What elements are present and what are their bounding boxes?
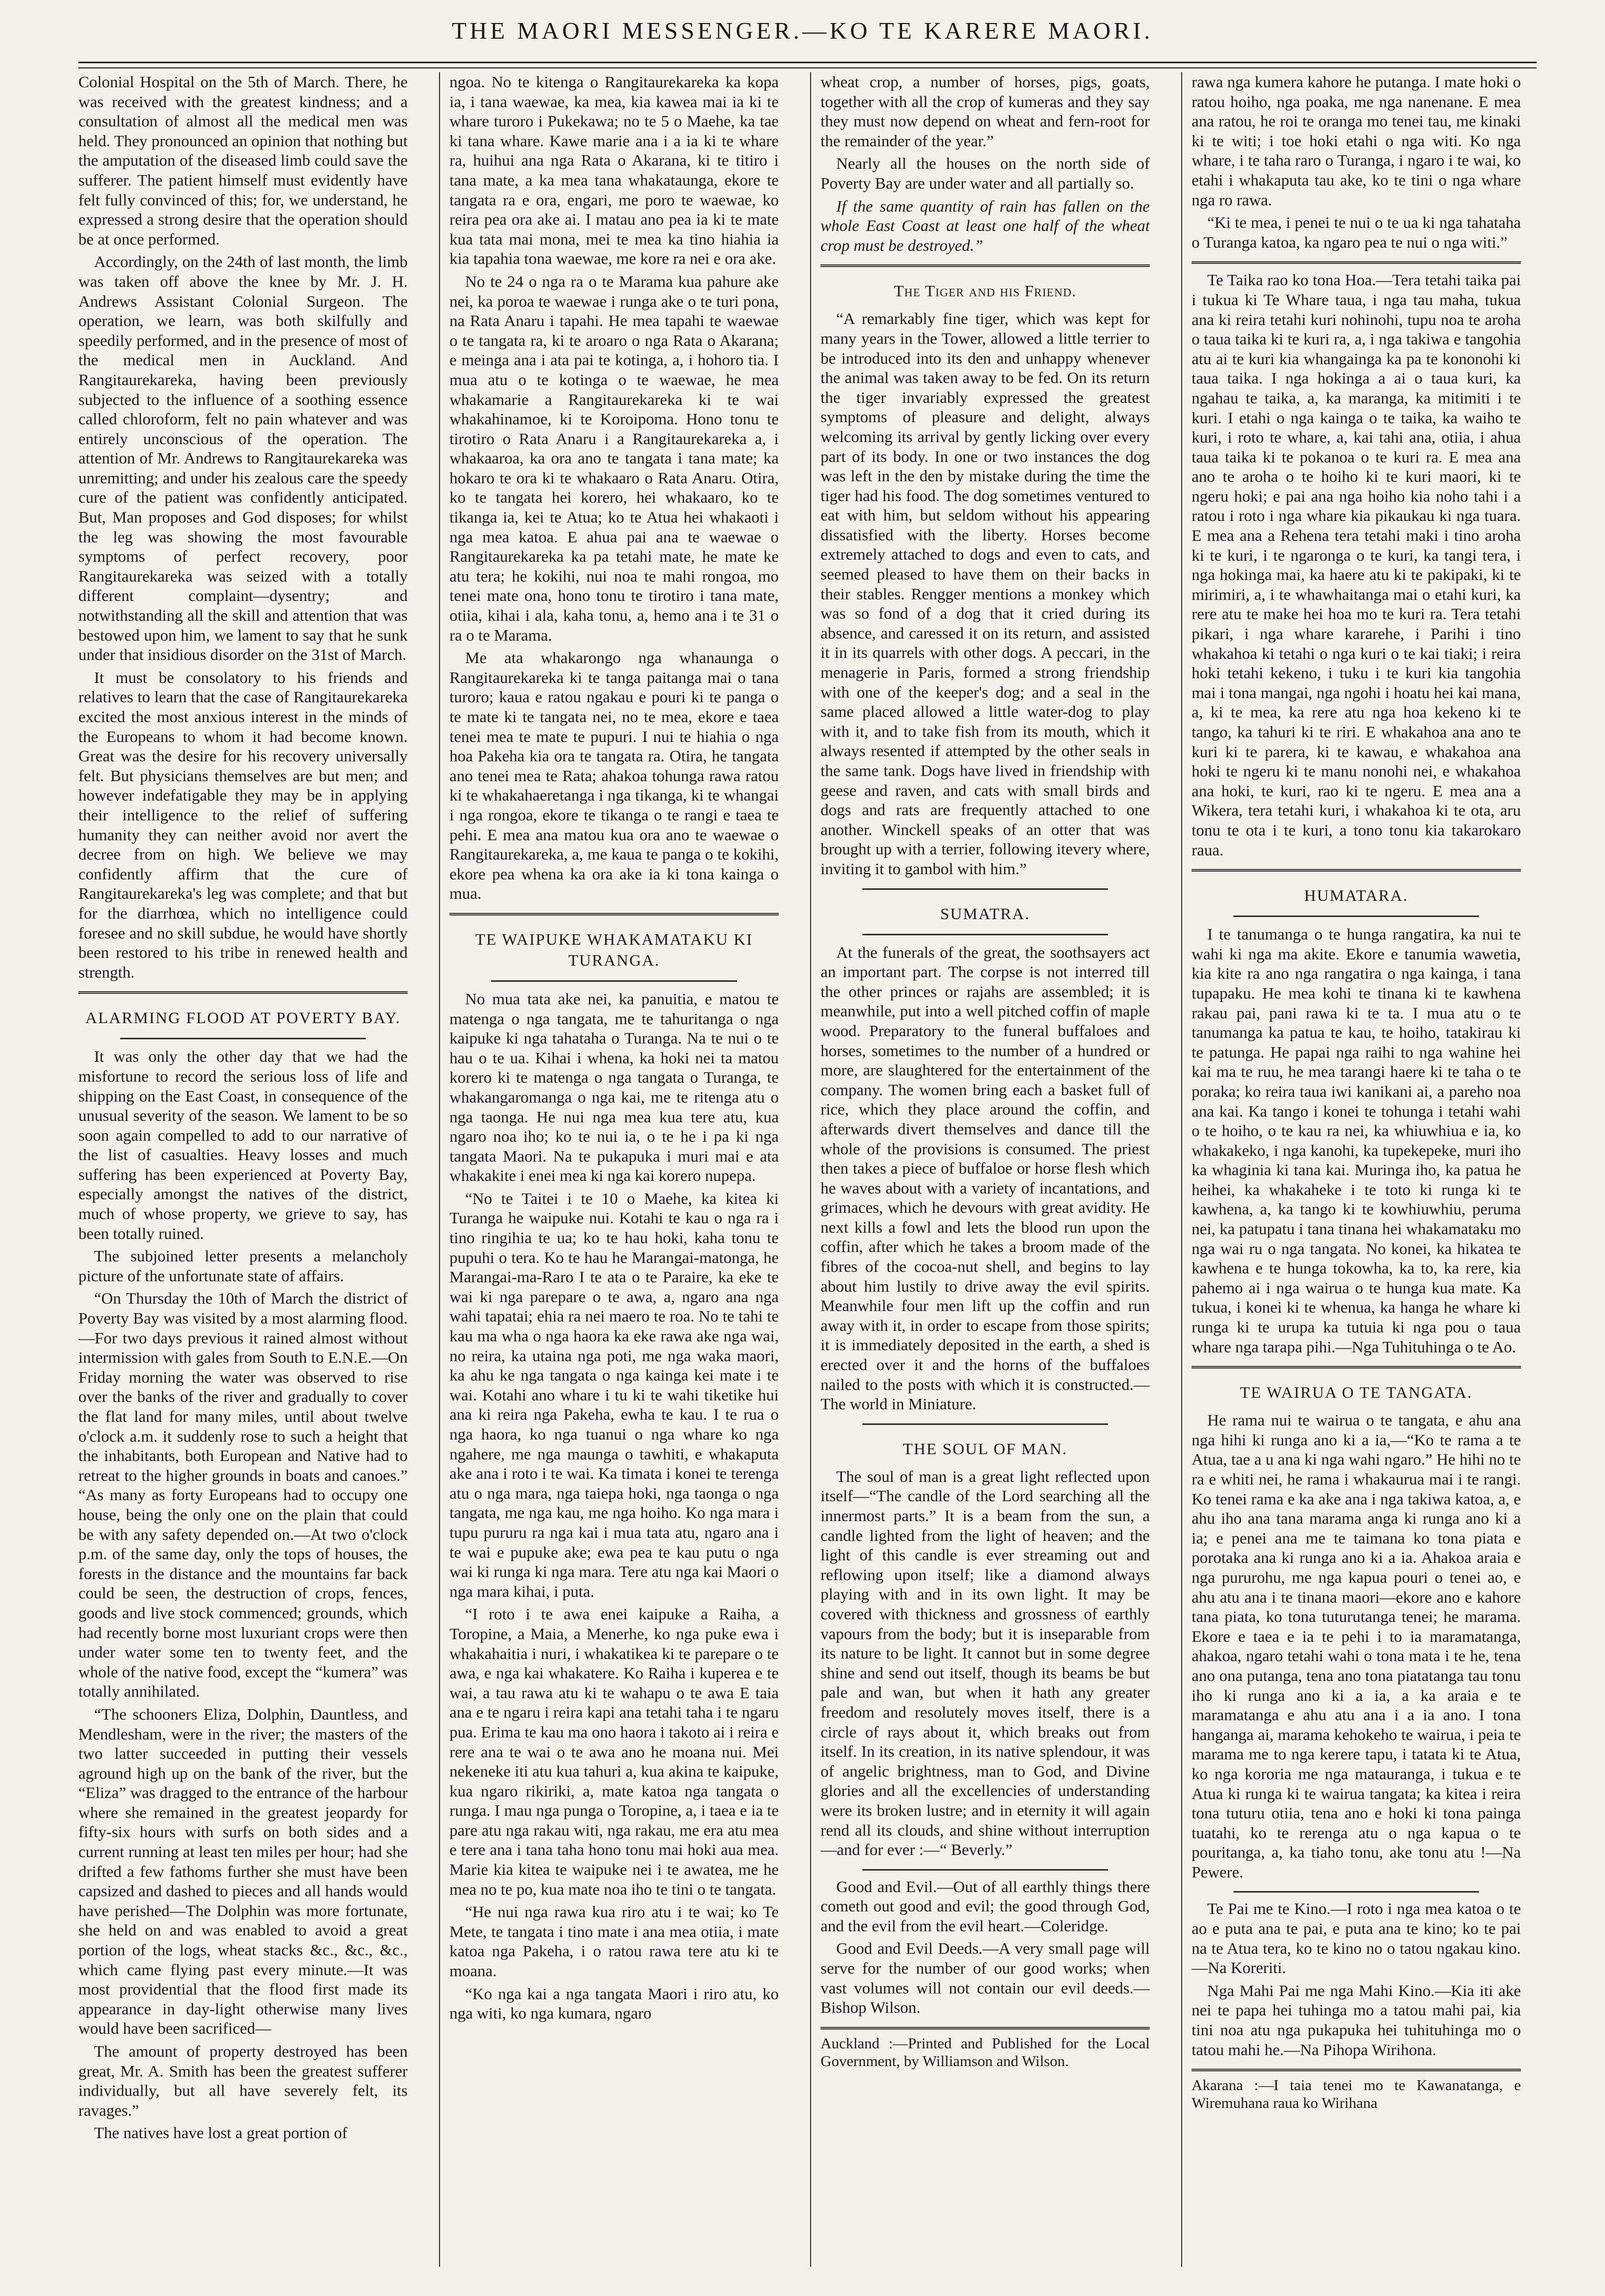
section-divider bbox=[1192, 261, 1521, 264]
article-heading: HUMATARA. bbox=[1304, 886, 1408, 905]
section-divider bbox=[862, 1423, 1108, 1425]
article-text: The natives have lost a great portion of bbox=[94, 2124, 348, 2142]
article-text: Colonial Hospital on the 5th of March. There, he was received with the greatest kindness; and a consultation of almost all the medical men was held. They pronounced an opinion that nothing but the amputation of the diseased limb could save the sufferer. The patient himself must evidently have felt fully convinced of this; for, we understand, he expressed a strong desire that the operation should be at once performed. bbox=[78, 73, 408, 248]
column-rule bbox=[439, 72, 440, 2267]
heading-rule bbox=[862, 934, 1108, 935]
article-text: It was only the other day that we had the misfortune to record the serious loss of life and shipping on the East Coast, in consequence of the unusual severity of the season. We lament to be so soon again compelled to add to our narrative of the list of casualties. Heavy losses and much suffering has been experienced at Poverty Bay, especially amongst the natives of the district, much of whose property, we grieve to say, has been totally ruined. bbox=[78, 1047, 408, 1243]
article-heading: TE WAIPUKE WHAKAMATAKU KI TURANGA. bbox=[475, 930, 753, 969]
article-text: Accordingly, on the 24th of last month, the limb was taken off above the knee by Mr. J. H. Andrews Assistant Colonial Surgeon. The operation, we learn, was both skilfully and speedily performed, and in the presence of most of the medical men in Auckland. And Rangitaurekareka, having been previously subjected to the influence of a soothing essence called chloroform, felt no pain whatever and was entirely unconscious of the operation. The attention of Mr. Andrews to Rangitaurekareka was unremitting; and under his zealous care the speedy cure of the patient was confidently anticipated. But, Man proposes and God disposes; for whilst the leg was showing the most favourable symptoms of perfect recovery, poor Rangitaurekareka was seized with a totally different complaint—dysentry; and notwithstanding all the skill and attention that was bestowed upon him, we lament to say that he sunk under that insidious disorder on the 31st of March. bbox=[78, 252, 408, 664]
column-3 bbox=[821, 72, 1150, 2267]
column-4 bbox=[1192, 72, 1521, 2267]
section-divider bbox=[1233, 1891, 1479, 1893]
section-divider bbox=[862, 1869, 1108, 1871]
article-heading: The Tiger and his Friend. bbox=[894, 282, 1077, 300]
article-text: The soul of man is a great light reflected upon itself—“The candle of the Lord searching all the innermost parts.” It is a beam from the sun, a candle lighted from the light of heaven; and the light of this candle is ever streaming out and reflowing upon itself; like a diamond always playing with and in its own light. It may be covered with thickness and grossness of earthly vapours from the body; but it is inseparable from its nature to be light. It cannot but in some degree shine and send out itself, though its beams be but pale and wan, but when it hath any greater freedom and resolutely moves itself, there is a circle of rays about it, which breaks out from itself. In its creation, in its native splendour, it was of angelic brightness, man to God, and Divine glories and all the excellencies of understanding were its broken lustre; and in eternity it will again rend all its clouds, and shine without interruption—and for ever :—“ Beverly.” bbox=[821, 1467, 1150, 1859]
section-divider bbox=[1192, 869, 1521, 872]
section-divider bbox=[862, 888, 1108, 890]
imprint: Akarana :—I taia tenei mo te Kawanatanga, e Wiremuhana raua ko Wirihana bbox=[1192, 2077, 1521, 2112]
heading-rule bbox=[491, 980, 737, 982]
article-text: “The schooners Eliza, Dolphin, Dauntless, and Mendlesham, were in the river; the masters of the two latter succeeded in putting their vessels aground high up on the bank of the river, but the “Eliza” was dragged to the entrance of the harbour where she remained in the greatest jeopardy for fifty-six hours with surfs on both sides and a current running at least ten miles per hour; had she drifted a few fathoms further she must have been capsized and dashed to pieces and all hands would have perished—The Dolphin was more fortunate, she held on and was enabled to avoid a great portion of the logs, wheat stacks &c., &c., &c., which came flying past every minute.—It was most providential that the flood first made its appearance in day-light otherwise many lives would have been sacrificed— bbox=[78, 1704, 408, 2038]
article-text: ngoa. No te kitenga o Rangitaurekareka ka kopa ia, i tana waewae, ka mea, kia kawea mai ia ki te whare turoro i Pukekawa; no te 5 o Maehe, ka tae ki tana whare. Kawe marie ana i a ia ki te whare ra, huihui ana nga Rata o Akarana, ki te titiro i tana mate, a ka mea tana whakataunga, ekore te tangata ra e ora, engari, me poro te waewae, ko reira pea ora ake ai. I matau ano pea ia ki te mate kua tata mai mona, mei te mea ka tino hiahia ia kia tapahia tona waewae, me kore ra nei e ora ake. bbox=[449, 73, 779, 268]
section-divider bbox=[821, 2027, 1150, 2030]
article-text: At the funerals of the great, the soothsayers act an important part. The corpse is not interred till the other princes or rajahs are assembled; it is meanwhile, put into a well pitched coffin of maple wood. Preparatory to the funeral buffaloes and horses, sometimes to the number of a hundred or more, are slaughtered for the entertainment of the company. The women bring each a basket full of rice, which they place around the coffin, and afterwards divert themselves and dance till the whole of the provisions is consumed. The priest then takes a piece of buffaloe or horse flesh which he waves about with a variety of incantations, and grimaces, which he devours with great avidity. He next kills a fowl and lets the blood run upon the coffin, after which he takes a broom made of the fibres of the cocoa-nut shell, and begins to lay about him lustily to drive away the evil spirits. Meanwhile four men lift up the coffin and run away with it, in order to escape from those spirits; it is immediately deposited in the earth, a shed is erected over it and the horns of the buffaloes nailed to the posts with which it is constructed.—The world in Miniature. bbox=[821, 943, 1150, 1413]
article-text: He rama nui te wairua o te tangata, e ahu ana nga hihi ki runga ano ki a ia,—“Ko te rama a te Atua, tae a u ana ki nga wahi ngaro.” He hihi no te ra e whiti nei, he rama i whakaurua mai i te rangi. Ko tenei rama e ka ake ana i nga takiwa katoa, a, e ahu iho ana tana marama anga ki runga ano ki a ia; e penei ana me te taimana ko tona piata e porotaka ana ki runga ano ki a ia. Ahakoa araia e nga pururohu, me nga kapua pouri o tenei ao, e ahu atu ana i te tinana maori—ekore ano e kahore tana piata, ko tona tuturutanga tenei; he marama. Ekore e taea e ia te pehi i to ia maramatanga, ahakoa, ngaro tetahi wahi o tona mata i te he, tena ano ona putanga, tena ano tona piatatanga tau tonu iho ki runga ano ki a ia, a ka araia e te maramatanga e ahu atu ana i a ia ano. I tona hanganga ai, marama kehokeho te wairua, i peia te marama me to nga kerere tapu, i tatata ki te Atua, ko nga kororia me nga matauranga, i tukua e te Atua ki runga ki te wairua tangata; ka kitea i reira tona tuturu otiia, tena ano e hoki ki tona painga tuatahi, ko te rerenga atu o nga kapua o te pouritanga, a, ka tiaho tonu, ake tonu atu !—Na Pewere. bbox=[1192, 1411, 1521, 1881]
column-rule bbox=[810, 72, 811, 2267]
section-divider bbox=[821, 264, 1150, 267]
article-text: “Ko nga kai a nga tangata Maori i riro atu, ko nga witi, ko nga kumara, ngaro bbox=[449, 1984, 779, 2023]
masthead-rule bbox=[78, 62, 1537, 68]
section-divider bbox=[78, 991, 408, 994]
article-text: Me ata whakarongo nga whanaunga o Rangitaurekareka ki te tanga paitanga mai o tana turoro; kaua e ratou ngakau e pouri ki te panga o te mate ki te tangata nei, no te mea, ekore e taea tenei mea te mate te pupuri. I nui te hiahia o nga hoa Pakeha kia ora te tangata ra. Otira, he tangata ano tenei mea te Rata; ahakoa tohunga rawa ratou ki te whakahaeretanga i nga tikanga, ki te whangai i nga rongoa, ekore te tikanga o te rangi e taea te pehi. E mea ana matou kua ora ano te waewae o Rangitaurekareka, a, me kaua te panga o te kokihi, ekore pea whena ka ora ake ia ki tona kainga o mua. bbox=[449, 648, 779, 903]
heading-rule bbox=[120, 1038, 366, 1039]
heading-rule bbox=[1233, 915, 1479, 917]
column-2 bbox=[449, 72, 779, 2267]
section-divider bbox=[449, 913, 779, 915]
article-text: No mua tata ake nei, ka panuitia, e matou te matenga o nga tangata, me te tahuritanga o nga kaipuke ki nga tahataha o Turanga. Na te nui o te hau o te ua. Kihai i whena, ka hoki nei ta matou korero ki te matenga o nga tangata o Turanga, te whakangaromanga o nga kai, me te ritenga atu o nga taonga. He nui nga mea kua tere atu, kua ngaro noa iho; ko te nui ia, o te he i pa ki nga tangata Maori. Na te pukapuka i muri mai e ata whakakite i enei mea ki nga kai korero nupepa. bbox=[449, 989, 779, 1185]
section-divider bbox=[1192, 2069, 1521, 2071]
article-text: No te 24 o nga ra o te Marama kua pahure ake nei, ka poroa te waewae i runga ake o te turi pona, na Rata Anaru i tapahi. He mea tapahi te waewae o te tangata ra, ki te aroaro o nga Rata o Akarana; e meinga ana i ata pai te kotinga, a, i hohoro tia. I mua atu o te kotinga o te waewae, he mea whakamarie a Rangitaurekareka ki te wai whakahinamoe, ki te Koroipoma. Hono tonu te tirotiro o Rata Anaru i a Rangitaurekareka a, i whakaaroa, ka ora ano te tangata i tana mate; ka hokaro te ora ki te whakaaro o Rata Anaru. Otira, ko te tangata hei korero, hei whakaaro, ko te tikanga ia, kei te Atua; ko te Atua hei whakaoti i nga mea katoa. E ahua pai ana te waewae o Rangitaurekareka ka pa tetahi mate, he mate ke atu tera; he kokihi, nui noa te mahi rongoa, mo tenei mate ona, hono tonu te tirotiro i tana mate, otiia, kihai i ala, kaha tonu, a, hemo ana i te 31 o ra o te Marama. bbox=[449, 272, 779, 644]
article-heading: TE WAIRUA O TE TANGATA. bbox=[1240, 1383, 1473, 1402]
article-text: “Ki te mea, i penei te nui o te ua ki nga tahataha o Turanga katoa, ka ngaro pea te nui o nga witi.” bbox=[1192, 213, 1521, 251]
article-text: “A remarkably fine tiger, which was kept for many years in the Tower, allowed a little terrier to be introduced into its den and unhappy whenever the animal was taken away to be fed. On its return the tiger invariably expressed the greatest symptoms of pleasure and delight, always welcoming its arrival by gently licking over every part of its body. In one or two instances the dog was left in the den by mistake during the time the tiger had his food. The dog sometimes ventured to eat with him, but seldom without his appearing dissatisfied with the liberty. Horses become extremely attached to dogs and even to cats, and seemed pleased to have them on their backs in their stables. Rengger mentions a monkey which was so fond of a dog that it cried during its absence, and caressed it on its return, and assisted it in its quarrels with other dogs. A peccari, in the menagerie in Paris, formed a strong friendship with one of the keeper's dog; and a seal in the same placed allowed a little water-dog to play with it, and to take fish from its mouth, which it always resented if attempted by the other seals in the same tank. Dogs have lived in friendship with geese and raven, and cats with small birds and dogs and rats are frequently attached to one another. Winckell speaks of an otter that was brought up with a terrier, following itevery where, inviting it to gambol with him.” bbox=[821, 309, 1150, 878]
article-heading: SUMATRA. bbox=[940, 904, 1030, 923]
column-rule bbox=[1181, 72, 1182, 2267]
article-text: The subjoined letter presents a melancholy picture of the unfortunate state of affairs. bbox=[78, 1247, 408, 1285]
article-text: “On Thursday the 10th of March the district of Poverty Bay was visited by a most alarming flood.—For two days previous it rained almost without intermission with gales from South to E.N.E.—On Friday morning the water was observed to rise over the banks of the river and gradually to cover the flat land for many miles, until about twelve o'clock a.m. it suddenly rose to such a height that the inhabitants, both European and Native had to retreat to the higher grounds in boats and canoes.” “As many as forty Europeans had to occupy one house, being the only one on the plain that could be with any safety depended on.—At two o'clock p.m. of the same day, only the tops of houses, the forests in the distance and the mountains far back could be seen, the destruction of crops, fences, goods and live stock commenced; grounds, which had recently borne most luxuriant crops were then under water some ten to twenty feet, and the whole of the native food, except the “kumera” was totally annihilated. bbox=[78, 1289, 408, 1701]
article-text: It must be consolatory to his friends and relatives to learn that the case of Rangitaurekareka excited the most anxious interest in the minds of the Europeans to whom it had become known. Great was the desire for his recovery universally felt. But physicians themselves are but men; and however indefatigable they may be in applying their intelligence to the relief of suffering humanity they can neither avoid nor avert the decree from on high. We believe we may confidently affirm that the cure of Rangitaurekareka's leg was complete; and that but for the diarrhœa, which no intelligence could foresee and no skill subdue, he would have shortly been restored to his tribe in renewed health and strength. bbox=[78, 668, 408, 981]
article-text: Nearly all the houses on the north side of Poverty Bay are under water and all partially so. bbox=[821, 154, 1150, 192]
masthead: THE MAORI MESSENGER.—KO TE KARERE MAORI. bbox=[452, 17, 1153, 44]
columns bbox=[78, 72, 1542, 2267]
article-text: Te Taika rao ko tona Hoa.—Tera tetahi taika pai i tukua ki Te Whare taua, i nga tau maha, tukua ana ki reira tetahi kuri nohinohi, tupu noa te aroha o taua taika ki te kuri ra, a, i nga takiwa e tangohia atu ai te kuri kia whangainga ka pa te kononohi ki taua taika. I nga hokinga a ai o taua kuri, ka ngahau te taika, a, ka maranga, ka mitimiti i te kuri. I etahi o nga kainga o te taika, ka waiho te kuri, i roto te whare, a, kai tahi ana, otiia, i ahua taua taika ki te pokanoa o te kuri ra. E mea ana ano te aroha o te hoiho ki te kuri maori, ki te ngeru hoki; e pai ana nga hoiho kia noho tahi i a ratou i roto i nga whare kia pikaukau ki nga tuara. E mea ana a Rehena tera tetahi maki i tino aroha ki te kuri, i te ngaronga o te kuri, ka tangi tera, i nga hokinga mai, ka haere atu ki te pakipaki, ki te mirimiri, a, i te whawhaitanga mai o etahi kuri, ka rere atu te make hei hoa mo te kuri ra. Tera tetahi pikari, i nga whare kararehe, i Parihi i tino whakahoa ki tetahi o nga kuri o te kai tiaki; i reira hoki tetahi kekeno, i tuku i te kuri kia tangohia mai i tona mangai, nga ngohi i hoatu hei kai mana, a, ki te mea, ka rere atu nga hoa kekeno ki te tango, ka tahuri ki te riri. E whakahoa ana ano te kuri ki te parera, ki te kawau, e whakahoa ana hoki te ngeru ki te manu nonohi nei, e whakahoa ana hoki, te kuri, rao ki te ngeru. E mea ana a Wikera, tera tetahi kuri, i whakahoa ki te ota, aru tonu te ota i te kuri, a tono tonu kia takarokaro raua. bbox=[1192, 271, 1521, 859]
article-text: Nga Mahi Pai me nga Mahi Kino.—Kia iti ake nei te papa hei tuhinga mo a tatou mahi pai, kia tini noa atu nga pukapuka hei tuhituhinga mo o tatou mahi he.—Na Pihopa Wirihona. bbox=[1192, 1981, 1521, 2059]
article-text: Good and Evil.—Out of all earthly things there cometh out good and evil; the good through God, and the evil from the evil heart.—Coleridge. bbox=[821, 1877, 1150, 1935]
article-text: Te Pai me te Kino.—I roto i nga mea katoa o te ao e puta ana te pai, e puta ana te kino; ko te pai na te Atua tera, ko te kino no o tatou ngakau kino.—Na Koreriti. bbox=[1192, 1899, 1521, 1977]
article-text: I te tanumanga o te hunga rangatira, ka nui te wahi ki nga ma akite. Ekore e tanumia wawetia, kia kite ra ano nga rangatira o nga kainga, i tana tupapaku. He mea kohi te tinana ki te kawhena rakau pai, pani rawa ki te ta. I mua atu o te tanumanga ka patua te kau, te hoiho, tatakirau ki te patunga. He papai nga raihi to nga wahine hei kai ma te ruu, he mea tarangi haere ki te taha o te poraka; ko reira taua iwi kanikani ai, a pareho noa ana kai. Ka tango i konei te tohunga i tetahi wahi o te hoiho, o te kau ra nei, ka whiuwhiua e ia, ko whakakeko, i nga kanohi, ka tupekepeke, muri iho ka whaginia ki tana kai. Muringa iho, ka patua he heihei, ka whakaheke i te toto ki runga ki te kawhena, a, ka tango ki te kowhiuwhiu, peruma nei, ka patupatu i tana tinana hei whakamataku mo nga wai ru o nga tangata. No konei, ka hikatea te kawhena e te hunga tokowha, ka to, ka rere, kia pahemo ai i nga wairua o te hunga kua mate. Ka tukua, i konei ki te whenua, ka hanga he whare ki runga ki te urupa ka tutuia ki nga pou o taua whare nga tarapa pihi.—Nga Tuhituhinga o te Ao. bbox=[1192, 925, 1521, 1356]
article-text: “No te Taitei i te 10 o Maehe, ka kitea ki Turanga he waipuke nui. Kotahi te kau o nga ra i tino ringihia te ua; ko te hau hoki, kaha tonu te pupuhi o tera. Ko te hau he Marangai-matonga, he Marangai-ma-Raro I te ata o te Paraire, ka eke te wai ki nga parepare o te awa, a, ngaro ana nga wahi tapatai; ehia ra nei maero te roa. No te tahi te kau ma wha o nga haora ka eke rawa ake nga wai, no reira, ka utaina nga poti, me nga waka maori, ka ahu ke nga tangata o nga kainga kei mate i te wai. Kotahi ano whare i tu ki te wahi tiketike hui ana ki reira nga Pakeha, ewha te kau. I te rua o nga haora, ko nga tuanui o nga whare ko nga ngahere, me nga maunga o tawhiti, e whakaputa ake ana i roto i te wai. Ka timata i konei te terenga atu o nga mara, nga taiepa hoki, nga taonga o nga tangata, me nga kau, me nga hoiho. Ko nga mara i tupu pururu ra nga kai i mua tata atu, ngaro ana i te wai e pupuke ake; ewa pea te kau putu o nga wai ki runga ki nga mara. Tere atu nga kai Maori o nga mara kihai, i puta. bbox=[449, 1189, 779, 1601]
article-heading: THE SOUL OF MAN. bbox=[903, 1439, 1068, 1458]
article-heading: ALARMING FLOOD AT POVERTY BAY. bbox=[85, 1008, 401, 1027]
article-text: “I roto i te awa enei kaipuke a Raiha, a Toropine, a Maia, a Menerhe, ko nga puke ewa i whakahaitia i nuri, i whakatikea ki te parepare o te awa, e nga kai whakatere. Ko Raiha i kuperea e te wai, a tau rawa atu ki te wahapu o te awa E taia ana e te ngaru i reira kapi ana tetahi taha i te ngaru pua. Erima te kau ma ono haora i takoto ai i reira e rere ana te wai o te awa ano he moana nui. Mei nekeneke iti atu kua tahuri a, kua akina te kaipuke, kua ngaro rikiriki, a, mate katoa nga tangata o runga. I mau nga punga o Toropine, a, i taea e ia te pare atu nga rakau witi, nga rakau, me era atu mea e tere ana i tana taha hono tonu mai hoki aua mea. Marie kia kitea te waipuke nei i te awatea, me he mea no te po, kua mate noa iho te tini o te tangata. bbox=[449, 1605, 779, 1898]
article-text: The amount of property destroyed has been great, Mr. A. Smith has been the greatest sufferer individually, but all have severely felt, its ravages.” bbox=[78, 2042, 408, 2119]
column-1 bbox=[78, 72, 408, 2267]
section-divider bbox=[1192, 1366, 1521, 1369]
article-text: rawa nga kumera kahore he putanga. I mate hoki o ratou hoiho, nga poaka, me nga nanenane. E mea ana ratou, he roi te oranga mo tenei tau, me kinaki ki te witi; i toe hoki etahi o nga witi. Ko nga whare, i te taha raro o Turanga, i ngaro i te wai, ko etahi i whakaputa tau ake, ko te tini o nga whare nga ro rawa. bbox=[1192, 73, 1521, 209]
article-text: Good and Evil Deeds.—A very small page will serve for the number of our good works; when vast volumes will not contain our evil deeds.—Bishop Wilson. bbox=[821, 1939, 1150, 2017]
imprint: Auckland :—Printed and Published for the Local Government, by Williamson and Wilson. bbox=[821, 2035, 1150, 2070]
article-text: wheat crop, a number of horses, pigs, goats, together with all the crop of kumeras and they say they must now depend on wheat and fern-root for the remainder of the year.” bbox=[821, 73, 1150, 150]
article-text: “He nui nga rawa kua riro atu i te wai; ko Te Mete, te tangata i tino mate i ana mea otiia, i mate katoa nga Pakeha, i o ratou rawa tere atu ki te moana. bbox=[449, 1903, 779, 1980]
article-text: If the same quantity of rain has fallen on the whole East Coast at least one half of the wheat crop must be destroyed.” bbox=[821, 196, 1150, 254]
